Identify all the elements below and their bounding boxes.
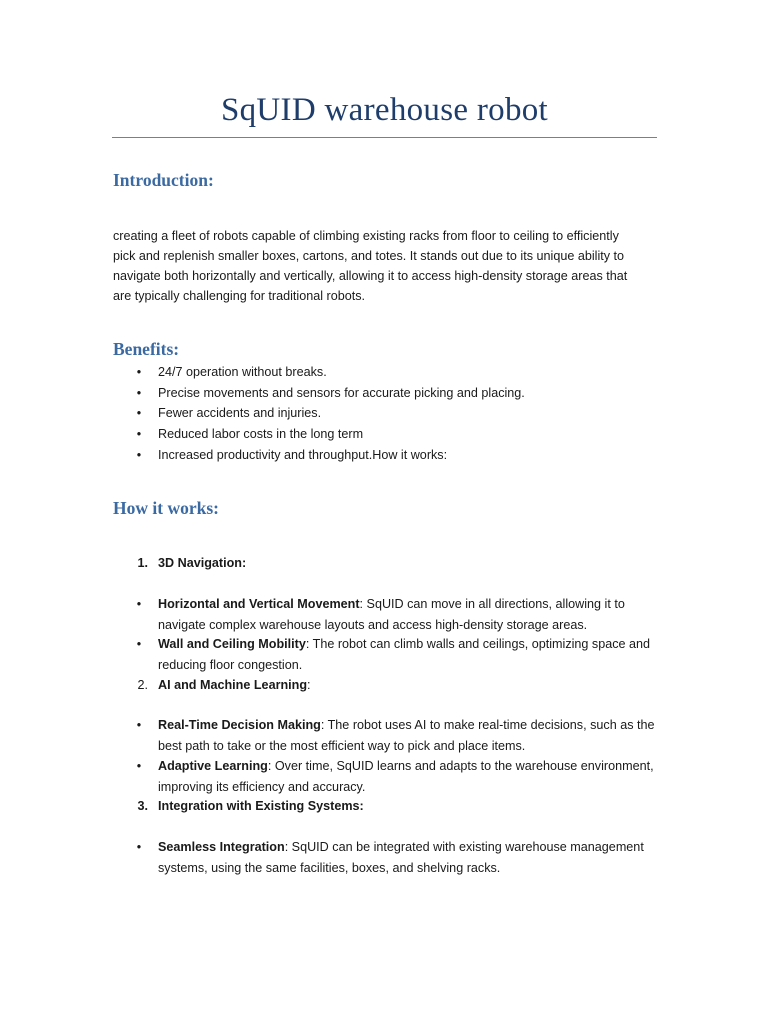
section-number: 3.	[137, 799, 148, 813]
detail-text	[158, 756, 658, 797]
bullet-icon: •	[136, 597, 142, 611]
benefit-text: Precise movements and sensors for accurate picking and placing.	[158, 386, 525, 400]
benefit-text: Reduced labor costs in the long term	[158, 427, 364, 441]
bullet-icon: •	[136, 637, 142, 651]
detail-description: : SqUID can move in all directions, allowing it to navigate complex warehouse layouts and access high-density storage areas.	[158, 597, 625, 632]
section-title: 3D Navigation:	[158, 556, 247, 570]
detail-term: Adaptive Learning	[158, 759, 268, 773]
benefit-text: 24/7 operation without breaks.	[158, 365, 327, 379]
bullet-icon: •	[136, 759, 142, 773]
detail-term: Wall and Ceiling Mobility	[158, 637, 306, 651]
how-it-works-heading: How it works:	[113, 498, 219, 518]
bullet-icon: •	[136, 448, 142, 462]
detail-item	[0, 594, 768, 632]
title-underline	[112, 137, 657, 138]
section-title: AI and Machine Learning	[158, 678, 308, 692]
detail-term: Real-Time Decision Making	[158, 718, 321, 732]
benefit-item	[0, 403, 768, 423]
document-title: SqUID warehouse robot	[220, 92, 549, 128]
benefit-item	[0, 424, 768, 444]
bullet-icon: •	[136, 427, 142, 441]
detail-item	[0, 634, 768, 672]
bullet-icon: •	[136, 840, 142, 854]
bullet-icon: •	[136, 386, 142, 400]
section-number: 1.	[137, 556, 148, 570]
detail-item	[0, 756, 768, 794]
section-title-row	[0, 553, 768, 573]
section-number: 2.	[137, 678, 148, 692]
detail-description: : SqUID can be integrated with existing warehouse management systems, using the same facilities, boxes, and shelving racks.	[158, 840, 644, 875]
section-title: Integration with Existing Systems:	[158, 799, 364, 813]
benefit-item	[0, 445, 768, 465]
benefit-item	[0, 383, 768, 403]
section-title-suffix: :	[307, 678, 311, 692]
detail-text	[158, 715, 658, 756]
section-title-wrap	[158, 675, 658, 696]
section-title-row	[0, 675, 768, 695]
benefit-text: Increased productivity and throughput.How it works:	[158, 448, 448, 462]
detail-text	[158, 594, 658, 635]
benefits-heading: Benefits:	[113, 339, 180, 359]
detail-term: Seamless Integration	[158, 840, 285, 854]
introduction-paragraph: creating a fleet of robots capable of climbing existing racks from floor to ceiling to efficiently pick and replenish smaller boxes, cartons, and totes. It stands out due to its unique ability to navigate both horizontally and vertically, allowing it to access high-density storage areas that are typically challenging for traditional robots.	[113, 229, 628, 303]
bullet-icon: •	[136, 406, 142, 420]
section-title-row	[0, 796, 768, 816]
bullet-icon: •	[136, 718, 142, 732]
bullet-icon: •	[136, 365, 142, 379]
detail-description: : The robot can climb walls and ceilings, optimizing space and reducing floor congestion.	[158, 637, 651, 672]
benefit-item	[0, 362, 768, 382]
detail-term: Horizontal and Vertical Movement	[158, 597, 360, 611]
detail-description: : The robot uses AI to make real-time decisions, such as the best path to take or the most efficient way to pick and place items.	[158, 718, 655, 753]
detail-text	[158, 634, 658, 675]
detail-description: : Over time, SqUID learns and adapts to the warehouse environment, improving its efficiency and accuracy.	[158, 759, 654, 794]
introduction-heading: Introduction:	[113, 170, 214, 190]
detail-item	[0, 715, 768, 753]
benefit-text: Fewer accidents and injuries.	[158, 406, 322, 420]
detail-text	[158, 837, 658, 878]
detail-item	[0, 837, 768, 875]
